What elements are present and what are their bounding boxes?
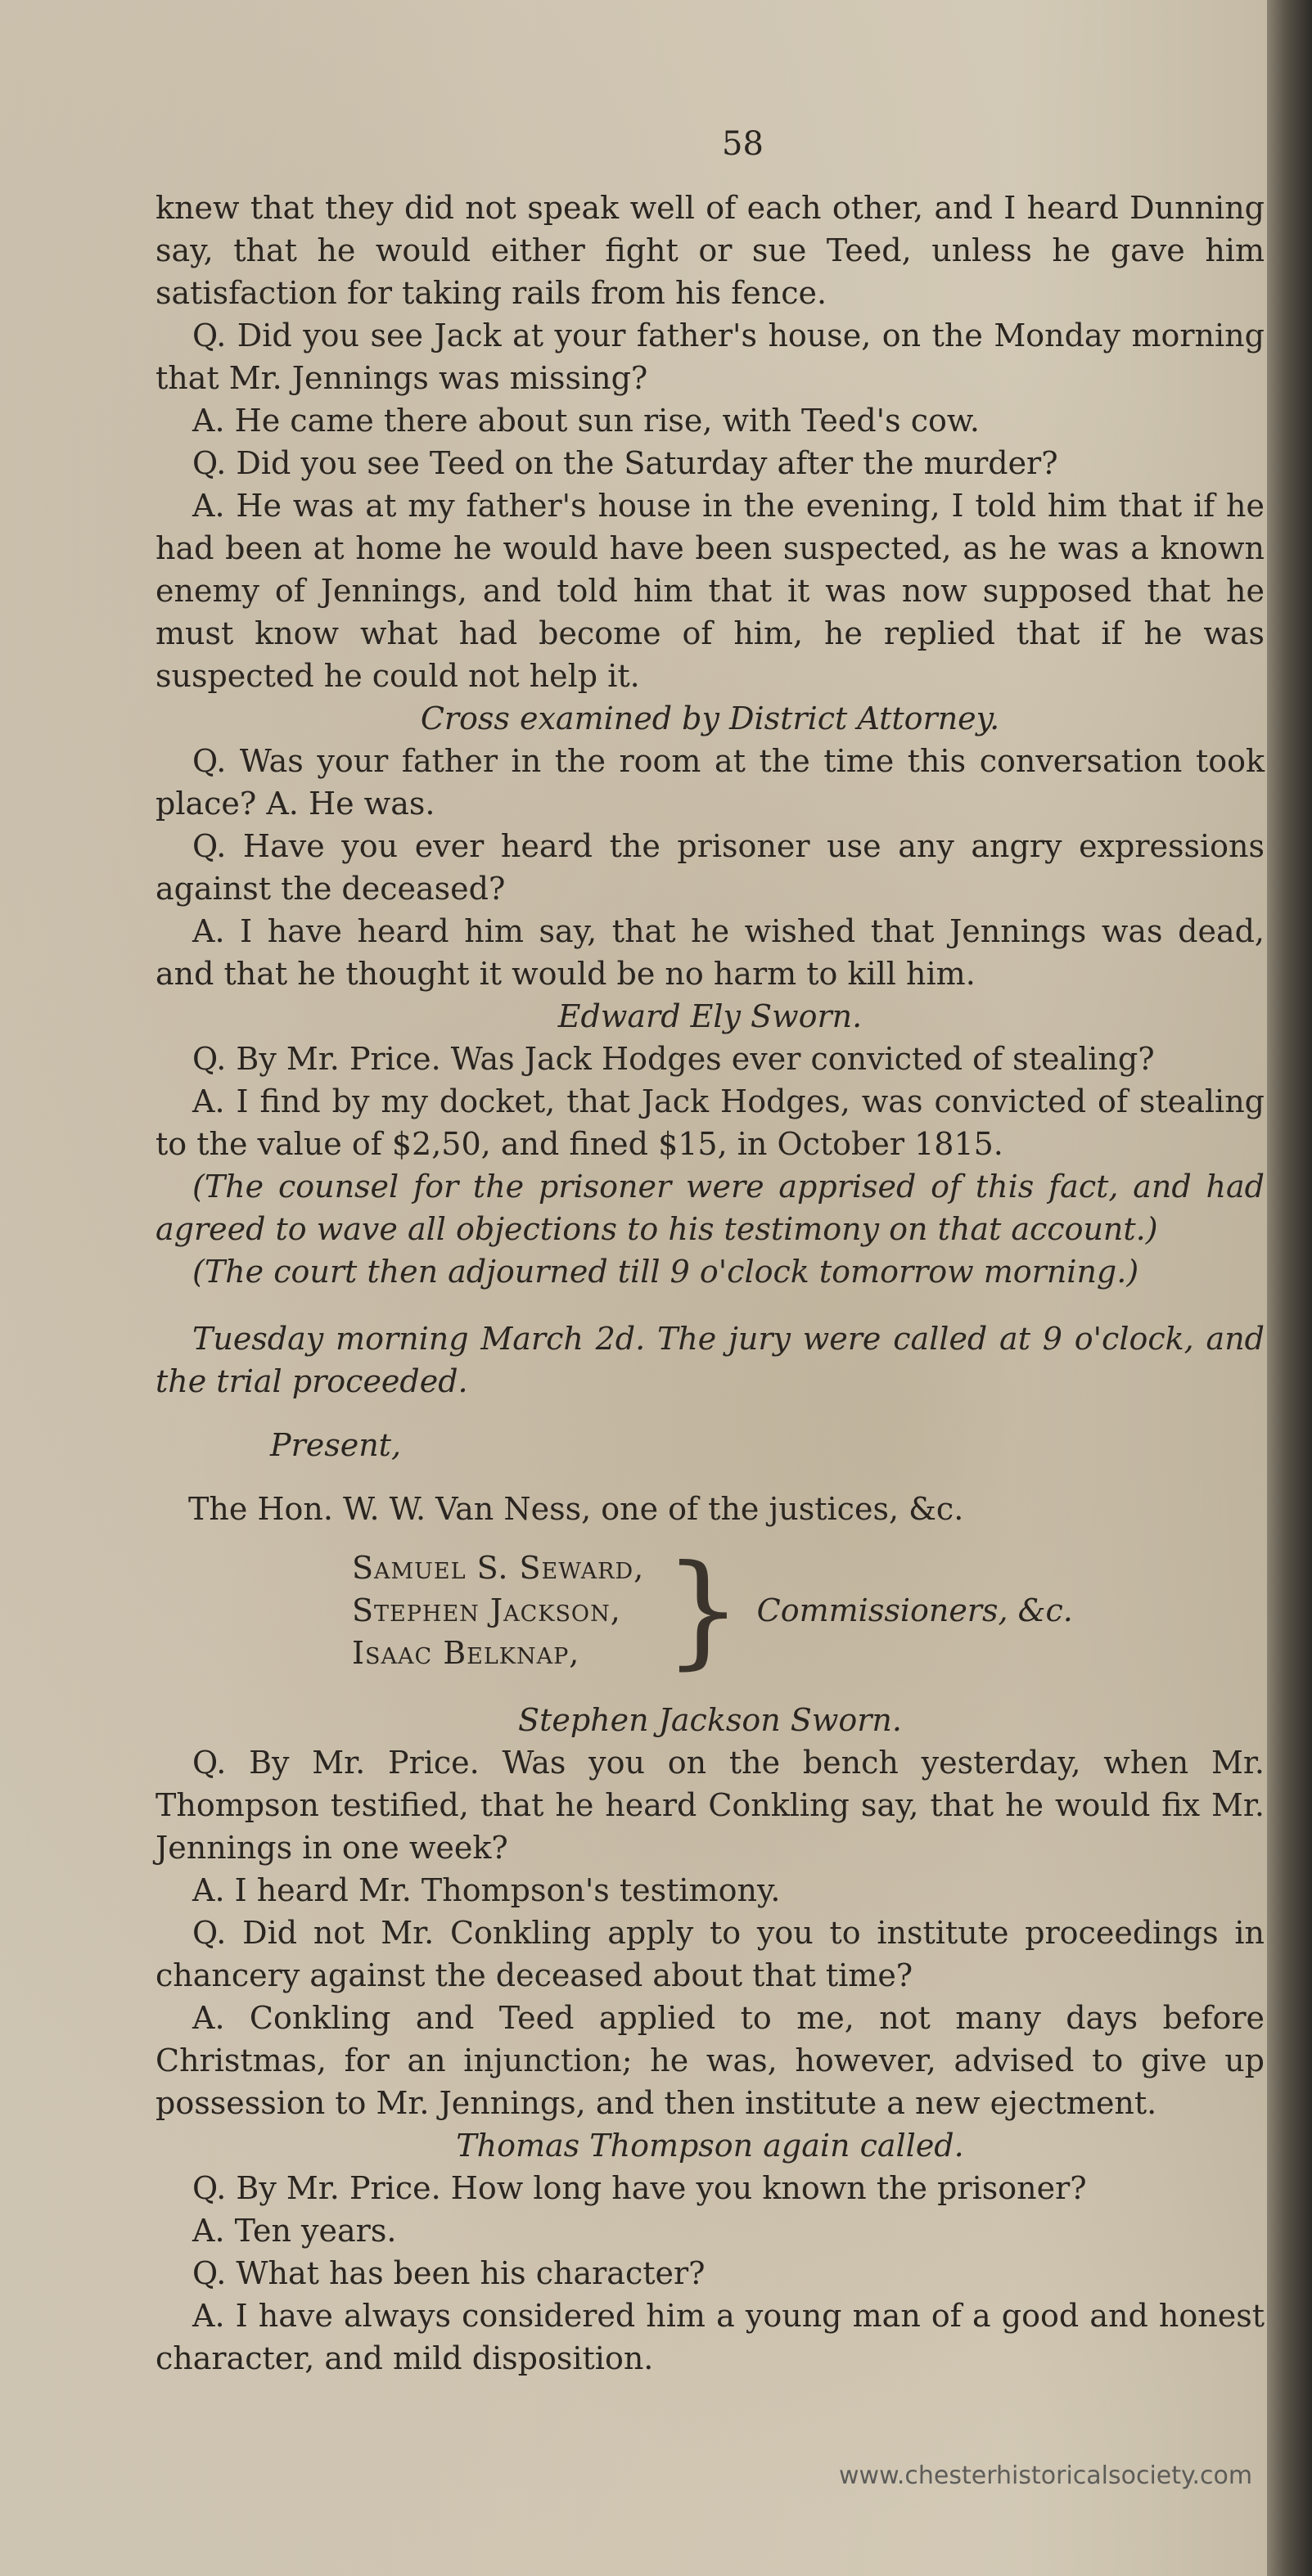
question: Q. Did you see Teed on the Saturday after the murder?	[192, 445, 1058, 481]
present-label: Present,	[270, 1427, 402, 1463]
note-counsel: (The counsel for the prisoner were apprised of this fact, and had agreed to wave all objections to his testimony on that account.)	[156, 1169, 1265, 1247]
question: Q. Have you ever heard the prisoner use any angry expressions against the deceased?	[156, 828, 1265, 907]
book-spine	[1267, 0, 1312, 2576]
commissioner-name: Stephen Jackson,	[352, 1592, 621, 1628]
commissioner-names	[352, 1547, 644, 1674]
commissioners-block	[352, 1539, 1265, 1682]
page-number: 58	[722, 125, 764, 163]
question: Q. By Mr. Price. How long have you known the prisoner?	[192, 2170, 1087, 2206]
paragraph: knew that they did not speak well of each other, and I heard Dunning say, that he would either fight or sue Teed, unless he gave him satisfaction for taking rails from his fence.	[156, 190, 1265, 311]
answer: A. I have always considered him a young man of a good and honest character, and mild disposition.	[156, 2298, 1265, 2376]
dated-line: Tuesday morning March 2d. The jury were called at 9 o'clock, and the trial proceeded.	[156, 1321, 1265, 1399]
justice-line: The Hon. W. W. Van Ness, one of the justices, &c.	[188, 1491, 964, 1527]
question: Q. Did not Mr. Conkling apply to you to institute proceedings in chancery against the deceased about that time?	[156, 1915, 1265, 1993]
heading-edward-ely-sworn: Edward Ely Sworn.	[557, 998, 863, 1034]
heading-cross-examined: Cross examined by District Attorney.	[420, 700, 1000, 736]
page-content	[156, 123, 1265, 2380]
answer: A. He was at my father's house in the evening, I told him that if he had been at home he would have been suspected, as he was a known enemy of Jennings, and told him that it was now supposed that he must know what had become of him, he replied that if he was suspected he could not help it.	[156, 488, 1265, 694]
answer: A. I have heard him say, that he wished that Jennings was dead, and that he thought it would be no harm to kill him.	[156, 913, 1265, 992]
heading-stephen-jackson-sworn: Stephen Jackson Sworn.	[518, 1702, 902, 1738]
question: Q. Was your father in the room at the time this conversation took place? A. He was.	[156, 743, 1265, 822]
answer: A. He came there about sun rise, with Teed's cow.	[192, 403, 980, 439]
answer: A. I heard Mr. Thompson's testimony.	[192, 1872, 781, 1908]
answer: A. Conkling and Teed applied to me, not many days before Christmas, for an injunction; he was, however, advised to give up possession to Mr. Jennings, and then institute a new ejectment.	[156, 2000, 1265, 2121]
commissioner-name: Samuel S. Seward,	[352, 1550, 645, 1586]
answer: A. Ten years.	[192, 2213, 397, 2249]
heading-thomas-thompson-called: Thomas Thompson again called.	[456, 2128, 964, 2164]
question: Q. Did you see Jack at your father's house, on the Monday morning that Mr. Jennings was missing?	[156, 317, 1265, 396]
answer: A. I find by my docket, that Jack Hodges, was convicted of stealing to the value of $2,50, and fined $15, in October 1815.	[156, 1083, 1265, 1162]
question: Q. What has been his character?	[192, 2255, 706, 2291]
question: Q. By Mr. Price. Was Jack Hodges ever convicted of stealing?	[192, 1041, 1155, 1077]
brace-icon: }	[664, 1539, 742, 1682]
watermark: www.chesterhistoricalsociety.com	[839, 2461, 1253, 2490]
commissioners-role: Commissioners, &c.	[756, 1592, 1073, 1628]
commissioner-name: Isaac Belknap,	[352, 1635, 580, 1671]
note-court: (The court then adjourned till 9 o'clock tomorrow morning.)	[192, 1254, 1139, 1290]
question: Q. By Mr. Price. Was you on the bench yesterday, when Mr. Thompson testified, that he heard Conkling say, that he would fix Mr. Jennings in one week?	[156, 1745, 1265, 1866]
